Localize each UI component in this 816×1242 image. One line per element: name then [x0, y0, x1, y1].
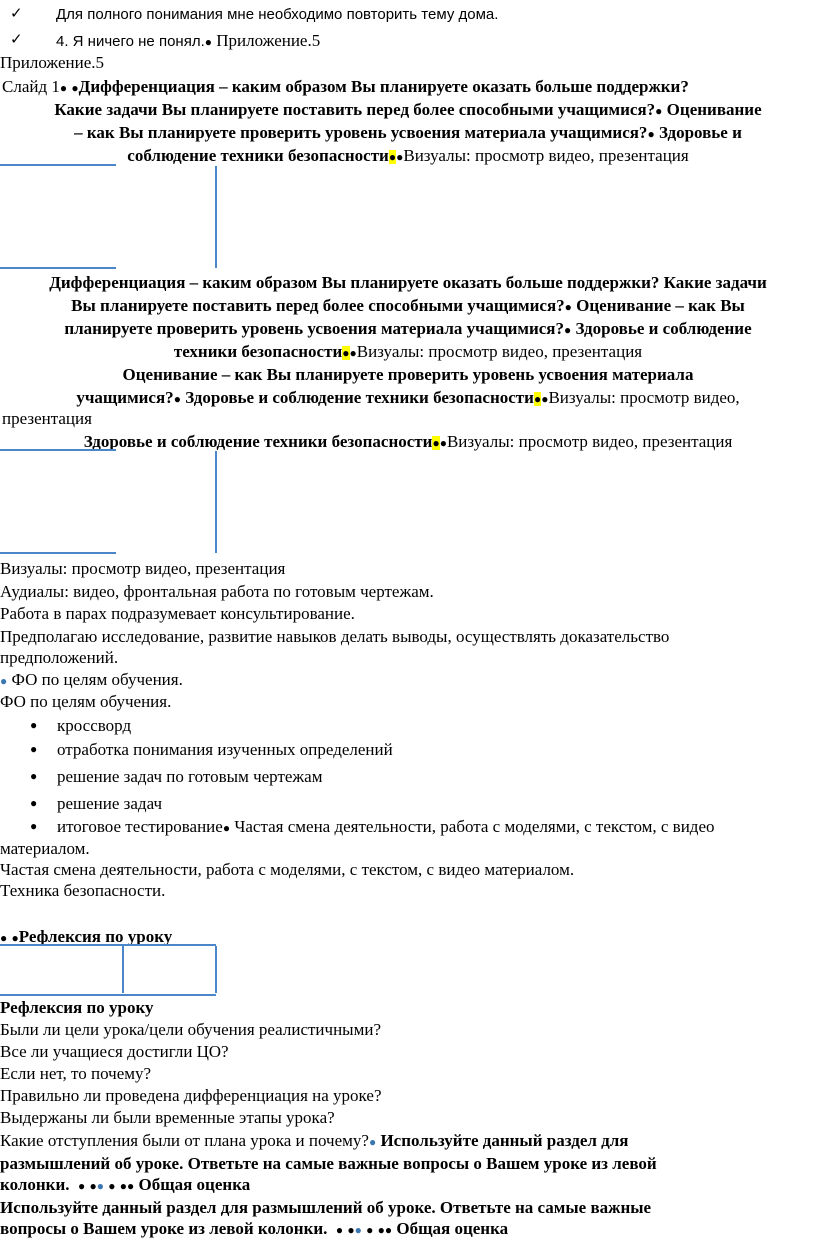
fo-line-2: ФО по целям обучения.	[0, 692, 172, 711]
activity-change-cont: материалом.	[0, 839, 90, 858]
slide-label: Слайд 1	[2, 77, 60, 96]
bullet-icon: ●	[11, 931, 19, 945]
appendix-ref: Приложение.5	[216, 31, 321, 50]
reflection-heading: Рефлексия по уроку	[0, 998, 154, 1017]
reflection-question: Все ли учащиеся достигли ЦО?	[0, 1042, 229, 1061]
tasks-question: Какие задачи Вы планируете поставить перед более способными учащимися?	[54, 100, 656, 119]
bullet-icon: ●	[349, 346, 357, 360]
reflection-title	[0, 996, 154, 1019]
safety-label: техники безопасности	[173, 342, 343, 361]
visuals-text: Визуалы: просмотр видео, презентация	[446, 432, 733, 451]
table-border	[215, 451, 217, 553]
block2-line3	[0, 317, 816, 342]
bullet-icon: ●	[0, 674, 8, 688]
assessment-question: Оценивание – как Вы	[576, 296, 745, 315]
bullet-icon: ●	[563, 323, 572, 337]
deviations-question: Какие отступления были от плана урока и почему?	[0, 1131, 369, 1150]
block1-line4	[0, 144, 816, 169]
bullet-icon: ●	[30, 742, 38, 756]
empty-table	[0, 164, 116, 269]
table-border	[122, 946, 124, 993]
bullet-icon: ●	[89, 1179, 97, 1193]
visuals-text: Визуалы: просмотр видео,	[548, 388, 740, 407]
appendix-title: Приложение.5	[0, 53, 104, 72]
research-line: Предполагаю исследование, развитие навыков делать выводы, осуществлять доказательство	[0, 627, 670, 646]
bullet-icon: ●	[119, 1179, 128, 1193]
tasks-question: Вы планируете поставить перед более способными учащимися?	[71, 296, 565, 315]
list-item-text: отработка понимания изученных определений	[57, 740, 393, 759]
bullet-icon: ●	[173, 392, 181, 406]
safety-line: Техника безопасности.	[0, 881, 166, 900]
bullet-icon: ●	[354, 1223, 362, 1237]
list-item-text	[57, 815, 715, 840]
use-section-text: вопросы о Вашем уроке из левой колонки.	[0, 1219, 328, 1238]
block3-line2	[0, 386, 816, 411]
differentiation-question: Дифференциация – каким образом Вы планируете оказать больше поддержки? Какие задачи	[49, 273, 767, 292]
bullet-icon: ●	[78, 1179, 86, 1193]
use-full-line-1	[0, 1196, 651, 1219]
use-section-text: Используйте данный раздел для	[380, 1131, 629, 1150]
use-section-text: размышлений об уроке. Ответьте на самые важные вопросы о Вашем уроке из левой	[0, 1154, 657, 1173]
use-section-text: Используйте данный раздел для размышлений об уроке. Ответьте на самые важные	[0, 1198, 652, 1217]
assessment-question: – как Вы планируете проверить уровень усвоения материала учащимися?	[74, 123, 648, 142]
bullet-icon: ●	[96, 1179, 105, 1193]
use-full-line-2	[0, 1217, 508, 1242]
deviations-line	[0, 1129, 629, 1154]
bullet-icon: ●	[366, 1223, 374, 1237]
check-icon: ✓	[10, 30, 23, 48]
research-line-cont: предположений.	[0, 648, 119, 667]
bullet-icon: ●	[0, 931, 8, 945]
checklist-text: Для полного понимания мне необходимо повторить тему дома.	[56, 6, 499, 23]
list-item-text: решение задач	[57, 794, 162, 813]
list-item-text: решение задач по готовым чертежам	[57, 767, 323, 786]
health-label: Здоровье и соблюдение	[575, 319, 752, 338]
overall-rating: Общая оценка	[396, 1219, 509, 1238]
audials-line: Аудиалы: видео, фронтальная работа по готовым чертежам.	[0, 582, 434, 601]
bullet-icon: ●	[432, 436, 440, 450]
bullet-icon: ●	[384, 1223, 393, 1237]
bullet-icon: ●	[204, 35, 212, 49]
health-label: Здоровье и	[658, 123, 742, 142]
reflection-question: Выдержаны ли были временные этапы урока?	[0, 1108, 335, 1127]
bullet-icon: ●	[564, 300, 572, 314]
bullet-icon: ●	[533, 392, 542, 406]
bullet-icon: ●	[108, 1179, 116, 1193]
reflection-heading: Рефлексия по уроку	[18, 927, 173, 946]
block3-line3: презентация	[2, 409, 92, 428]
bullet-icon: ●	[396, 150, 404, 164]
block2-line4	[0, 340, 816, 365]
differentiation-question: Дифференциация – каким образом Вы планируете оказать больше поддержки?	[78, 77, 689, 96]
bullet-icon: ●	[71, 81, 79, 95]
check-icon: ✓	[10, 4, 23, 22]
bullet-icon: ●	[655, 104, 663, 118]
bullet-icon: ●	[647, 127, 655, 141]
use-line-3	[0, 1173, 250, 1198]
bullet-icon: ●	[59, 81, 68, 95]
activity-change-line: Частая смена деятельности, работа с моделями, с текстом, с видео материалом.	[0, 860, 575, 879]
bullet-icon: ●	[377, 1223, 385, 1237]
pairs-line: Работа в парах подразумевает консультирование.	[0, 604, 355, 623]
bullet-icon: ●	[30, 796, 38, 810]
bullet-icon: ●	[30, 769, 38, 783]
table-border	[215, 166, 217, 268]
checklist-text: 4. Я ничего не понял.	[56, 33, 205, 50]
table-border	[215, 946, 217, 993]
assessment-label: Оценивание	[666, 100, 762, 119]
reflection-question: Правильно ли проведена дифференциация на уроке?	[0, 1086, 382, 1105]
reflection-question: Были ли цели урока/цели обучения реалистичными?	[0, 1020, 381, 1039]
block1-line2	[0, 98, 816, 123]
assessment-question: учащимися?	[76, 388, 174, 407]
bullet-icon: ●	[127, 1179, 135, 1193]
empty-table	[0, 449, 116, 554]
checklist-item	[0, 28, 816, 52]
activity-change-text: Частая смена деятельности, работа с моделями, с текстом, с видео	[234, 817, 715, 836]
block2-line1	[0, 271, 816, 294]
block1-line3	[0, 121, 816, 146]
visuals-line: Визуалы: просмотр видео, презентация	[0, 559, 286, 578]
bullet-icon: ●	[388, 150, 397, 164]
use-line-2	[0, 1152, 657, 1175]
block2-line2	[0, 294, 816, 319]
bullet-icon: ●	[439, 436, 447, 450]
bullet-icon: ●	[342, 346, 350, 360]
assessment-question: планируете проверить уровень усвоения материала учащимися?	[64, 319, 564, 338]
slide-line	[2, 75, 689, 100]
bullet-icon: ●	[368, 1135, 377, 1149]
overall-rating: Общая оценка	[138, 1175, 251, 1194]
block4-line1	[0, 430, 816, 455]
bullet-icon: ●	[347, 1223, 355, 1237]
bullet-icon: ●	[222, 821, 231, 835]
safety-label: Здоровье и соблюдение техники безопасности	[185, 388, 534, 407]
block3-line1	[0, 363, 816, 386]
list-item-text: кроссворд	[57, 716, 132, 735]
testing-text: итоговое тестирование	[57, 817, 223, 836]
safety-label: соблюдение техники безопасности	[127, 146, 389, 165]
use-section-text: колонки.	[0, 1175, 70, 1194]
visuals-text: Визуалы: просмотр видео, презентация	[356, 342, 643, 361]
reflection-table	[0, 944, 216, 996]
bullet-icon: ●	[541, 392, 549, 406]
fo-text: ФО по целям обучения.	[11, 670, 183, 689]
assessment-question: Оценивание – как Вы планируете проверить уровень усвоения материала	[122, 365, 694, 384]
bullet-icon: ●	[335, 1223, 344, 1237]
checklist-item	[0, 2, 816, 26]
bullet-icon: ●	[30, 718, 38, 732]
reflection-question: Если нет, то почему?	[0, 1064, 152, 1083]
bullet-icon: ●	[30, 819, 38, 833]
visuals-text: Визуалы: просмотр видео, презентация	[403, 146, 689, 165]
safety-label: Здоровье и соблюдение техники безопасности	[83, 432, 433, 451]
